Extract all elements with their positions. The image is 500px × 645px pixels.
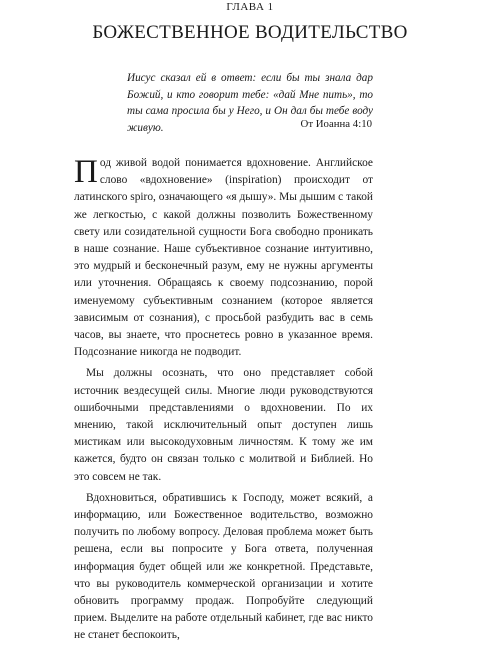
chapter-title: БОЖЕСТВЕННОЕ ВОДИТЕЛЬСТВО	[92, 22, 408, 43]
body-text	[74, 155, 373, 645]
paragraph-2: Мы должны осознать, что оно представляет собой источник вездесущей силы. Многие люди руководствуются ошибочными представлениями о вдохновении. По их мнению, такой исключительный опыт доступен лишь мистикам или высокодуховным личностям. К тому же им кажется, будто он связан только с молитвой и Библией. Но это совсем не так.	[74, 367, 373, 483]
drop-cap: П	[74, 154, 98, 190]
chapter-label: ГЛАВА 1	[226, 1, 274, 13]
epigraph-quote: Иисус сказал ей в ответ: если бы ты знала дар Божий, и кто говорит тебе: «дай Мне пить», то ты сама просила бы у Него, и Он дал бы тебе воду живую.	[127, 72, 373, 134]
paragraph-1-text: од живой водой понимается вдохновение. Английское слово «вдохновение» (inspiration) происходит от латинского spiro, означающего «я дышу». Мы дышим с такой же легкостью, с какой должны позволить Божественному свету или созидательной сущности Бога свободно проникать в наше сознание. Наше субъективное сознание интуитивно, это мудрый и бесконечный разум, ему не нужны аргументы или уточнения. Обращаясь к своему подсознанию, порой именуемому субъективным сознанием (которое является зависимым от сознания), с просьбой разбудить вас в семь часов, вы знаете, что проснетесь ровно в указанное время. Подсознание никогда не подводит.	[74, 157, 373, 359]
paragraph-3: Вдохновиться, обратившись к Господу, может всякий, а информацию, или Божественное водительство, возможно получить по любому вопросу. Деловая проблема может быть решена, если вы попросите у Бога ответа, полученная информация будет общей или же конкретной. Представьте, что вы руководитель коммерческой организации и хотите обновить программу продаж. Попробуйте следующий прием. Выделите на работе отдельный кабинет, где вас никто не станет беспокоить,	[74, 491, 373, 642]
epigraph-source: От Иоанна 4:10	[300, 118, 372, 130]
paragraph-1	[74, 155, 373, 361]
